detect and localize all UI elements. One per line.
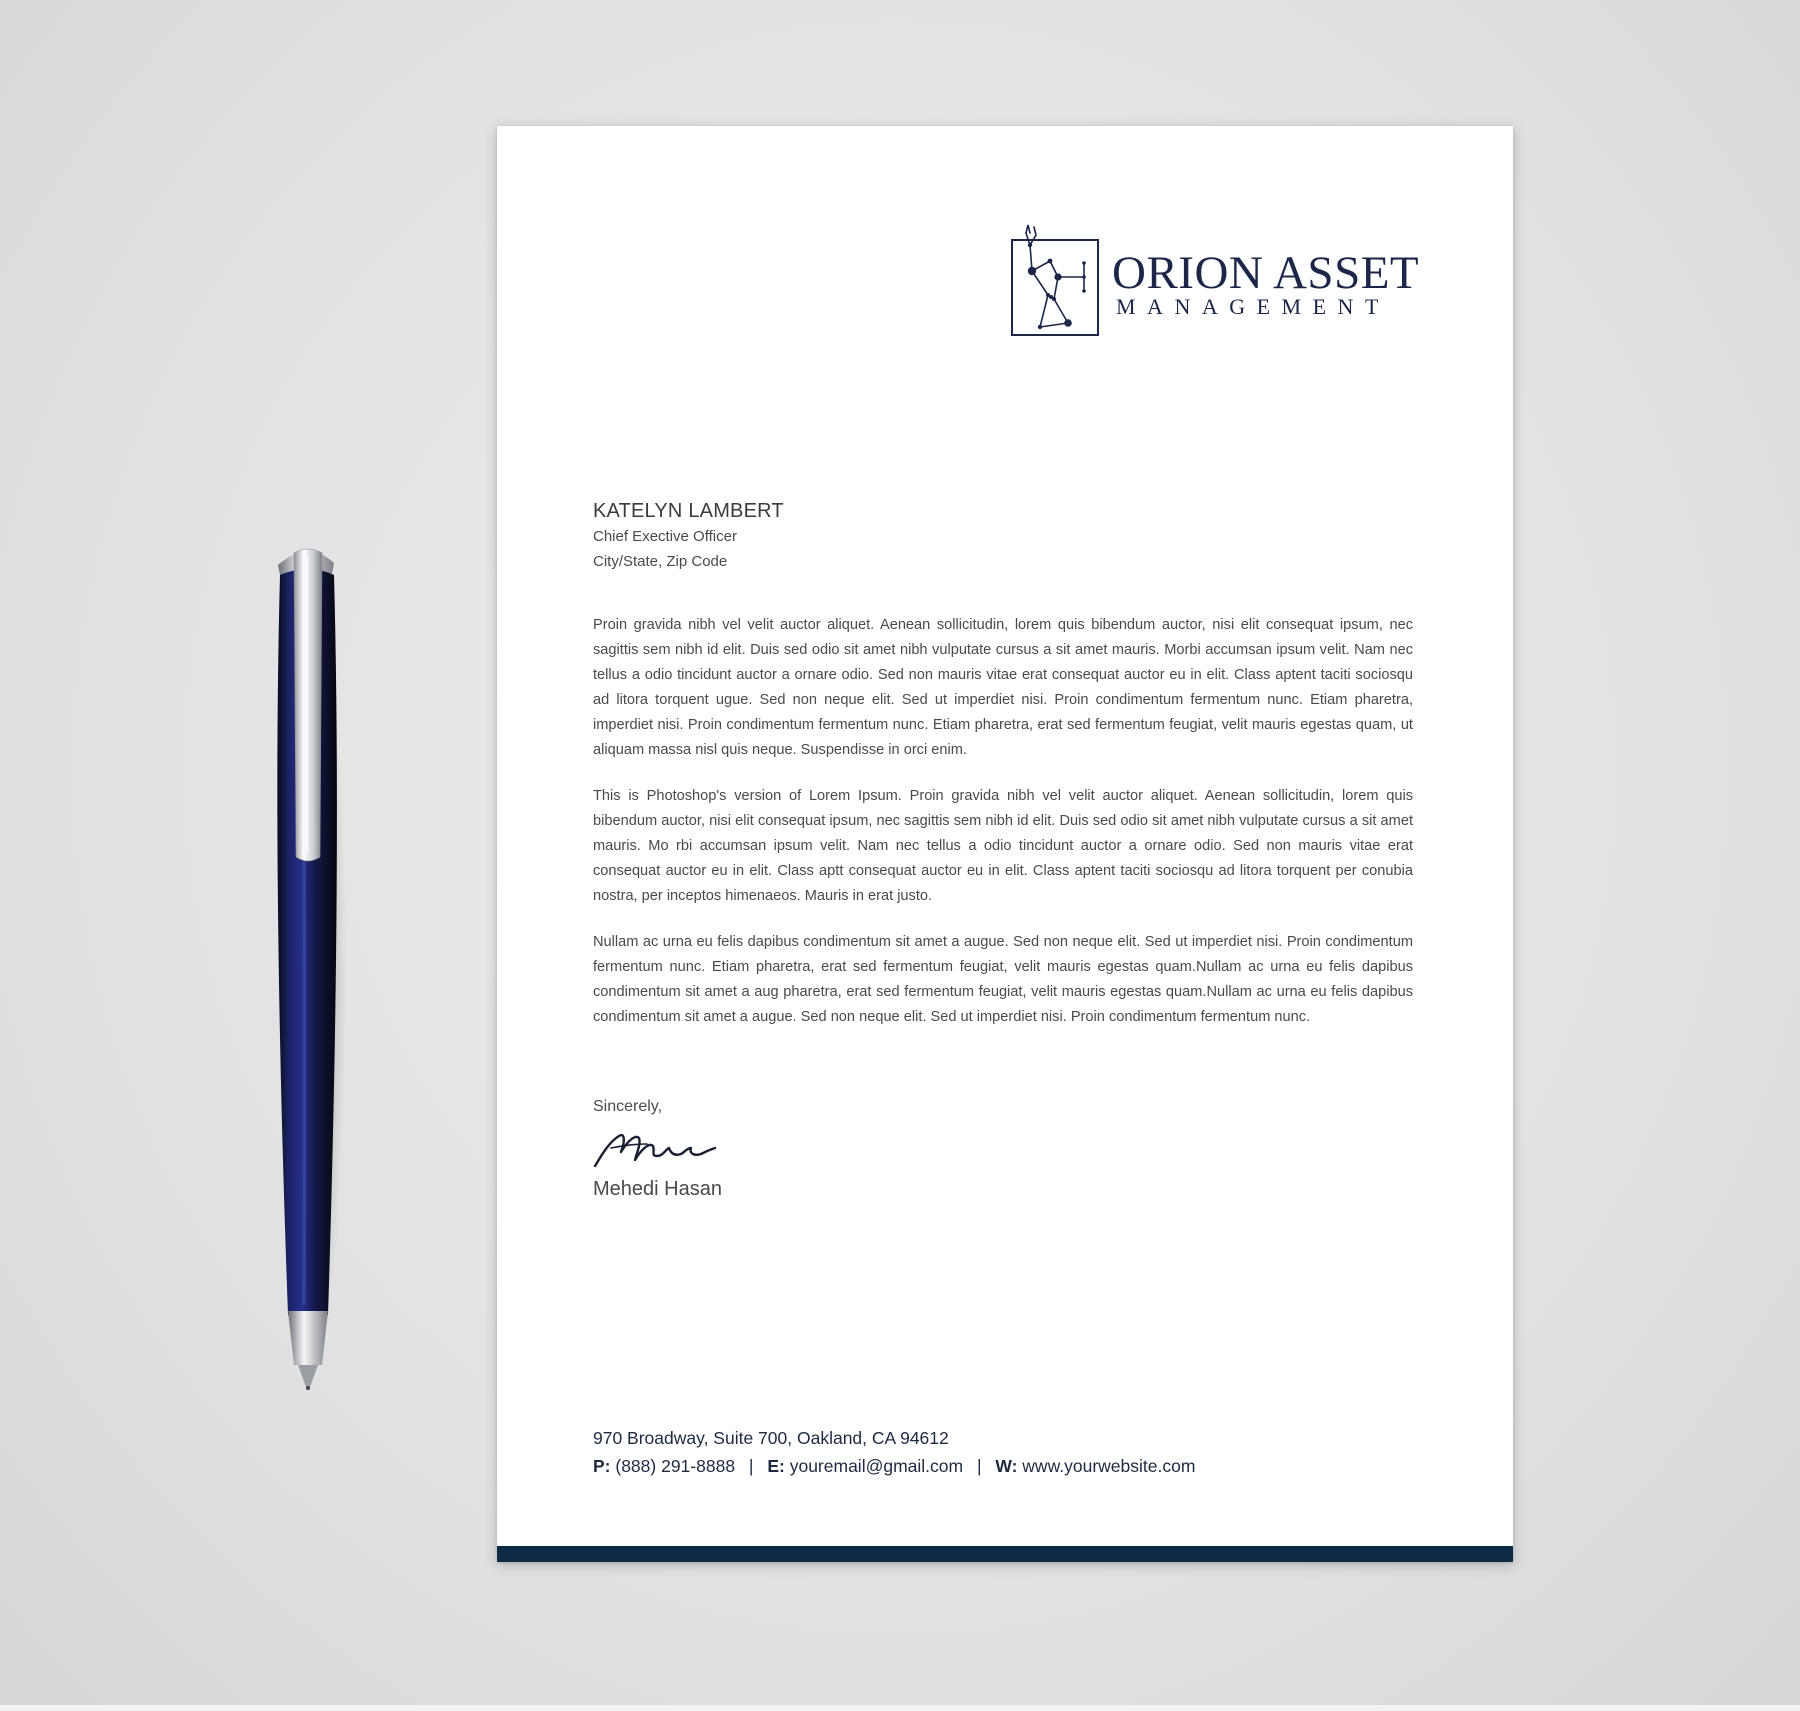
website-url: www.yourwebsite.com bbox=[1022, 1456, 1196, 1476]
body-paragraph: Nullam ac urna eu felis dapibus condimentum sit amet a augue. Sed non neque elit. Sed ut imperdiet nisi. Proin condimentum fermentum nunc. Etiam pharetra, erat sed fermentum feugiat, velit mauris egestas quam.Nullam ac urna eu felis dapibus condimentum sit amet a aug pharetra, erat sed fermentum feugiat, velit mauris egestas quam.Nullam ac urna eu felis dapibus condimentum sit amet a augue. Sed non neque elit. Sed ut imperdiet nisi. Proin condimentum fermentum nunc. bbox=[593, 934, 1413, 1025]
recipient-title: Chief Exective Officer bbox=[593, 528, 737, 545]
company-logo bbox=[1010, 223, 1430, 337]
web-label: W: bbox=[995, 1456, 1018, 1476]
handwritten-signature bbox=[591, 1126, 721, 1170]
logo-subtitle: MANAGEMENT bbox=[1116, 294, 1390, 319]
contact-line bbox=[593, 1456, 1195, 1477]
recipient-location: City/State, Zip Code bbox=[593, 553, 728, 570]
letter-body bbox=[593, 613, 1413, 1051]
body-paragraph: This is Photoshop's version of Lorem Ipsum. Proin gravida nibh vel velit auctor aliquet. Aenean sollicitudin, lorem quis bibendum auctor, nisi elit consequat ipsum, nec sagittis sem nibh id elit. Duis sed odio sit amet nibh vulputate cursus a sit amet mauris. Mo rbi accumsan ipsum velit. Nam nec tellus a odio tincidunt auctor a ornare odio. Sed non mauris vitae erat consequat auctor eu in elit. Class aptt consequat auctor eu in elit. Class aptent taciti sociosqu ad litora torquent per conubia nostra, per inceptos himenaeos. Mauris in erat justo. bbox=[593, 788, 1413, 904]
floor-edge bbox=[0, 1705, 1800, 1711]
footer-color-bar bbox=[497, 1546, 1513, 1562]
orion-constellation-icon bbox=[1010, 223, 1102, 337]
email-label: E: bbox=[767, 1456, 785, 1476]
separator: | bbox=[976, 1456, 982, 1476]
logo-title: ORION ASSET bbox=[1112, 247, 1420, 299]
body-paragraph: Proin gravida nibh vel velit auctor aliquet. Aenean sollicitudin, lorem quis bibendum auctor, nisi elit consequat ipsum, nec sagittis sem nibh id elit. Duis sed odio sit amet nibh vulputate cursus a sit amet mauris. Morbi accumsan ipsum velit. Nam nec tellus a odio tincidunt auctor a ornare odio. Sed non mauris vitae erat consequat auctor eu in elit. Class aptent taciti sociosqu ad litora torquent ugue. Sed non neque elit. Sed ut imperdiet nisi. Proin condimentum fermentum nunc. Etiam pharetra, imperdiet nisi. Proin condimentum fermentum nunc. Etiam pharetra, erat sed fermentum feugiat, velit mauris egestas quam, ut aliquam massa nisl quis neque. Suspendisse in orci enim. bbox=[593, 617, 1413, 758]
salutation: Sincerely, bbox=[593, 1098, 663, 1115]
email-address: youremail@gmail.com bbox=[789, 1456, 964, 1476]
recipient-name: KATELYN LAMBERT bbox=[593, 500, 784, 522]
recipient-block bbox=[593, 498, 784, 574]
phone-number: (888) 291-8888 bbox=[615, 1456, 736, 1476]
separator: | bbox=[748, 1456, 754, 1476]
letterhead-page bbox=[497, 126, 1513, 1562]
phone-label: P: bbox=[593, 1456, 611, 1476]
company-address: 970 Broadway, Suite 700, Oakland, CA 94612 bbox=[593, 1428, 949, 1448]
signer-name: Mehedi Hasan bbox=[593, 1178, 722, 1200]
pen-image bbox=[268, 545, 348, 1395]
